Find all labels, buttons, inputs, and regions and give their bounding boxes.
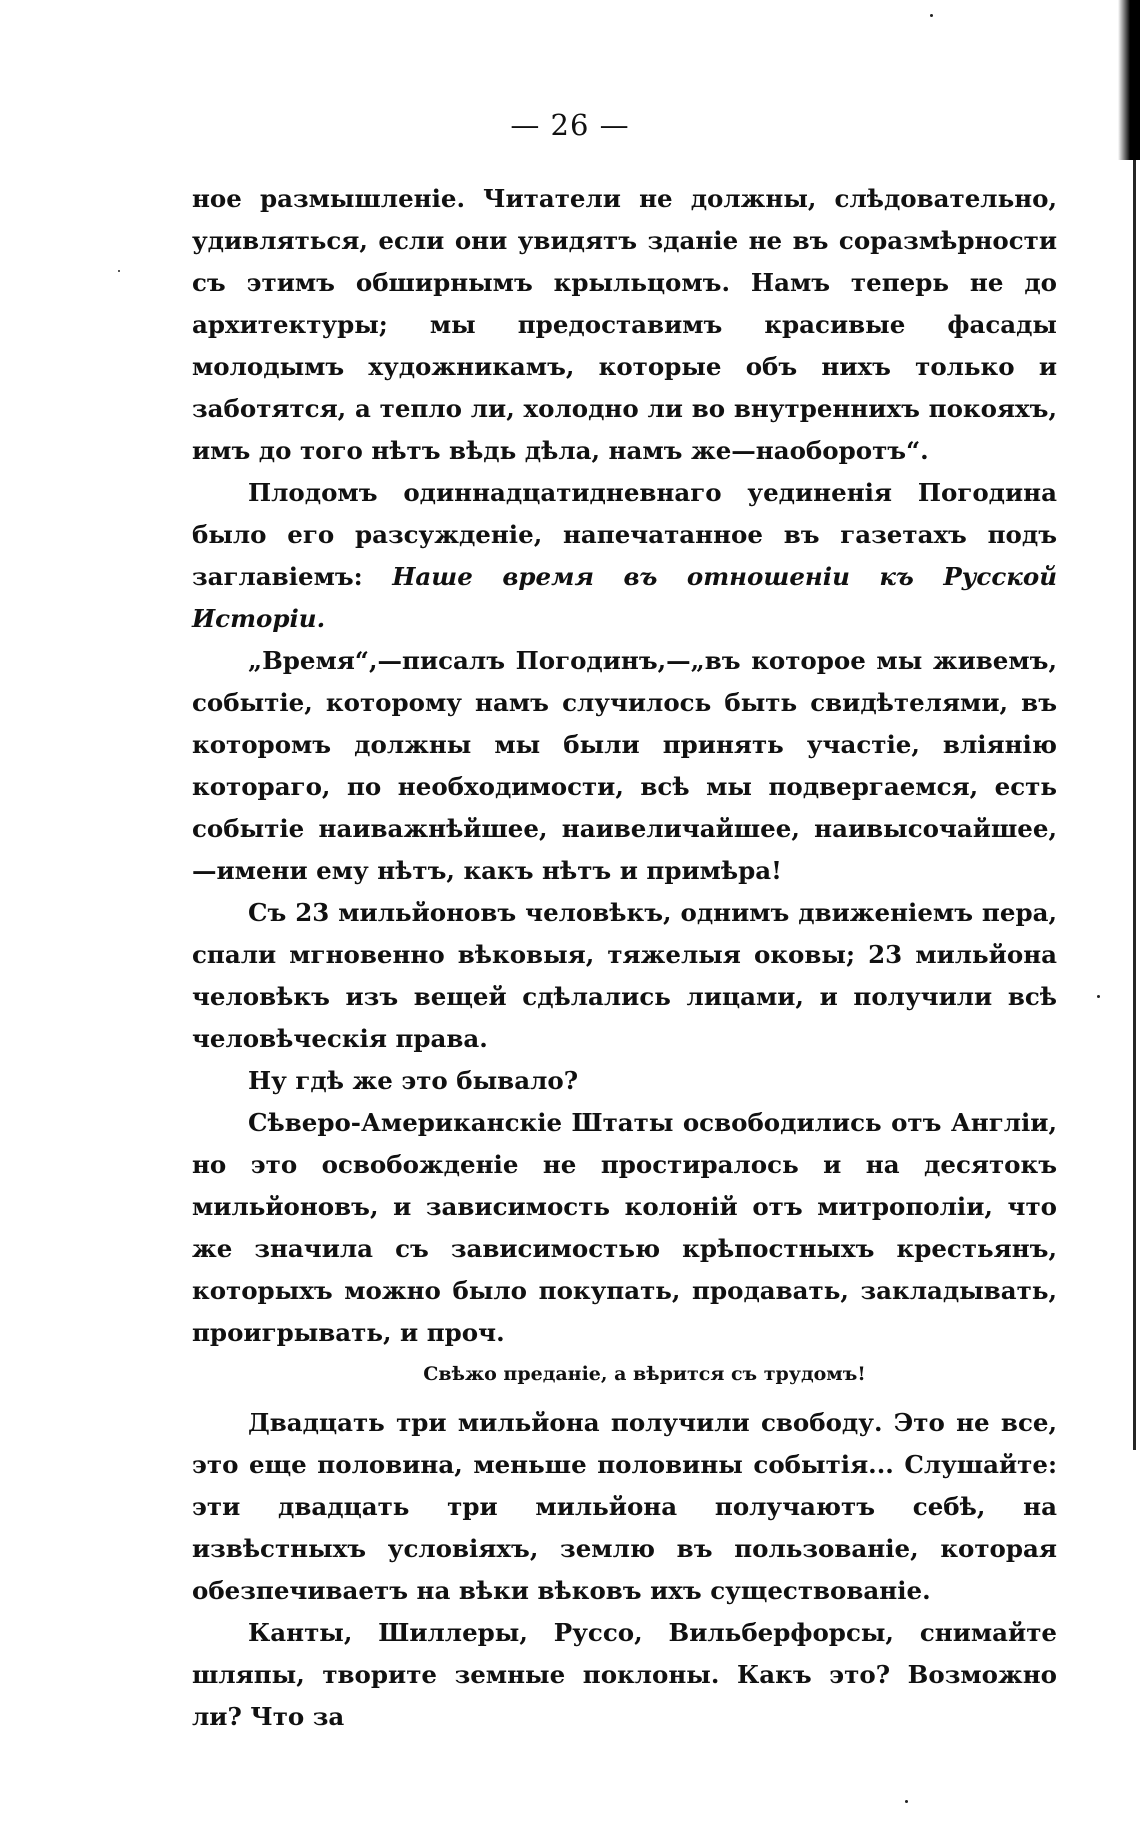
- paragraph-text: Плодомъ одиннадцатидневнаго уединенія Погодина было его разсужденіе, напечатанное въ газетахъ подъ заглавіемъ:: [192, 478, 1057, 591]
- scan-speck: [1097, 995, 1100, 998]
- page-number: — 26 —: [510, 108, 630, 142]
- paragraph: [192, 472, 1057, 640]
- scan-speck: [905, 1800, 908, 1803]
- paragraph: ное размышленіе. Читатели не должны, слѣдовательно, удивляться, если они увидятъ зданіе не въ соразмѣрности съ этимъ обширнымъ крыльцомъ. Намъ теперь не до архитектуры; мы предоставимъ красивые фасады молодымъ художникамъ, которые объ нихъ только и заботятся, а тепло ли, холодно ли во внутреннихъ покояхъ, имъ до того нѣтъ вѣдь дѣла, намъ же—наоборотъ“.: [192, 184, 1057, 465]
- scan-speck: [118, 270, 120, 272]
- paragraph: Ну гдѣ же это бывало?: [248, 1066, 579, 1095]
- article-title: Наше время въ отношеніи къ Русской Исторіи.: [192, 562, 1058, 633]
- scan-speck: [930, 14, 933, 17]
- paragraph: Двадцать три мильйона получили свободу. Это не все, это еще половина, меньше половины событія... Слушайте: эти двадцать три мильйона получаютъ себѣ, на извѣстныхъ условіяхъ, землю въ пользованіе, которая обезпечиваетъ на вѣки вѣковъ ихъ существованіе.: [192, 1408, 1057, 1605]
- scan-edge-line: [1133, 150, 1136, 1450]
- section-subheading: Свѣжо преданіе, а вѣрится съ трудомъ!: [423, 1363, 866, 1385]
- paragraph: Съ 23 мильйоновъ человѣкъ, однимъ движеніемъ пера, спали мгновенно вѣковыя, тяжелыя оковы; 23 мильйона человѣкъ изъ вещей сдѣлались лицами, и получили всѣ человѣческія права.: [192, 898, 1057, 1053]
- body-text: [192, 178, 1057, 1738]
- paragraph: Канты, Шиллеры, Руссо, Вильберфорсы, снимайте шляпы, творите земные поклоны. Какъ это? Возможно ли? Что за: [192, 1618, 1057, 1731]
- paragraph: „Время“,—писалъ Погодинъ,—„въ которое мы живемъ, событіе, которому намъ случилось быть свидѣтелями, въ которомъ должны мы были принять участіе, вліянію котораго, по необходимости, всѣ мы подвергаемся, есть событіе наиважнѣйшее, наивеличайшее, наивысочайшее,—имени ему нѣтъ, какъ нѣтъ и примѣра!: [192, 646, 1057, 885]
- paragraph: Сѣверо-Американскіе Штаты освободились отъ Англіи, но это освобожденіе не простиралось и на десятокъ мильйоновъ, и зависимость колоній отъ митрополіи, что же значила съ зависимостью крѣпостныхъ крестьянъ, которыхъ можно было покупать, продавать, закладывать, проигрывать, и проч.: [192, 1108, 1057, 1347]
